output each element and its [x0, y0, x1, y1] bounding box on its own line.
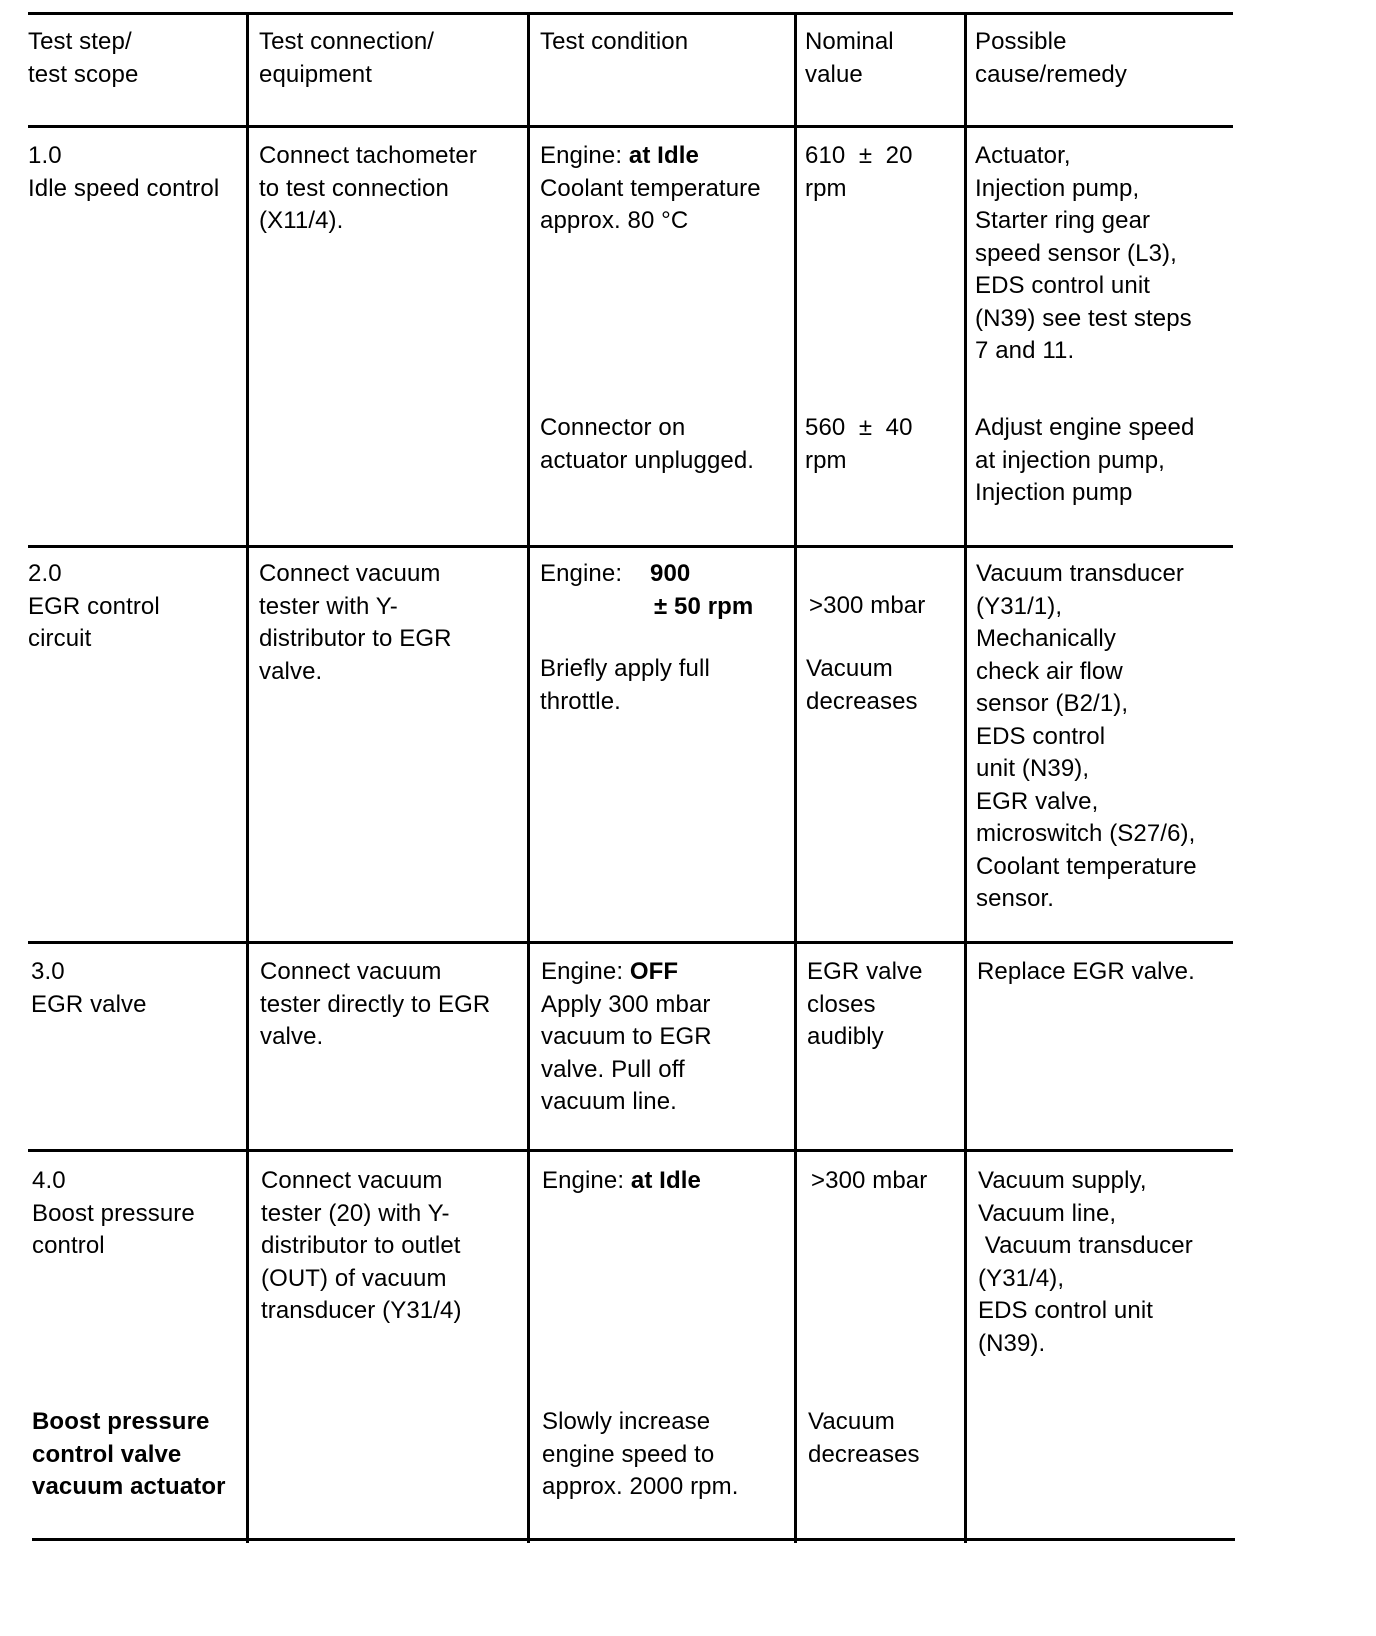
row4-step-b: Boost pressure control valve vacuum actuator	[32, 1408, 226, 1500]
row1-condition-a: Engine: at Idle Coolant temperature approx. 80 °C	[540, 142, 761, 234]
row4-condition-a: Engine: at Idle	[542, 1167, 701, 1194]
row2-condition-a: Engine: 900 ± 50 rpm	[540, 560, 754, 620]
row2-condition-b: Briefly apply full throttle.	[540, 655, 710, 715]
row1-nominal-b: 560 ± 40 rpm	[805, 414, 913, 474]
row3-nominal: EGR valve closes audibly	[807, 958, 923, 1050]
row4-connection: Connect vacuum tester (20) with Y- distributor to outlet (OUT) of vacuum transducer (Y31/4)	[261, 1167, 462, 1324]
row1-nominal-a: 610 ± 20 rpm	[805, 142, 913, 202]
row4-cause: Vacuum supply, Vacuum line, Vacuum transducer (Y31/4), EDS control unit (N39).	[978, 1167, 1193, 1357]
row1-condition-b: Connector on actuator unplugged.	[540, 414, 755, 474]
row2-nominal-b: Vacuum decreases	[806, 655, 918, 715]
column-divider-4	[964, 12, 967, 1543]
row2-cause: Vacuum transducer (Y31/1), Mechanically check air flow sensor (B2/1), EDS control unit (N39), EGR valve, microswitch (S27/6), Coolant temperature sensor.	[976, 560, 1197, 912]
header-test-connection: Test connection/ equipment	[259, 28, 435, 88]
header-possible-cause: Possible cause/remedy	[975, 28, 1127, 88]
row1-cause-b: Adjust engine speed at injection pump, Injection pump	[975, 414, 1195, 506]
header-test-condition: Test condition	[540, 28, 689, 55]
row2-nominal-a: >300 mbar	[809, 592, 926, 619]
column-divider-3	[794, 12, 797, 1543]
header-nominal-value: Nominal value	[805, 28, 894, 88]
row4-step: 4.0 Boost pressure control	[32, 1167, 195, 1259]
row1-bottom-rule	[28, 545, 1233, 548]
row1-step: 1.0 Idle speed control	[28, 142, 220, 202]
table-bottom-rule	[32, 1538, 1235, 1541]
row3-step: 3.0 EGR valve	[31, 958, 147, 1018]
header-test-step: Test step/ test scope	[28, 28, 139, 88]
row4-nominal-a: >300 mbar	[811, 1167, 928, 1194]
row2-step: 2.0 EGR control circuit	[28, 560, 160, 652]
column-divider-2	[527, 12, 530, 1543]
row2-bottom-rule	[28, 941, 1233, 944]
row3-cause: Replace EGR valve.	[977, 958, 1195, 985]
row3-bottom-rule	[28, 1149, 1233, 1152]
row1-cause-a: Actuator, Injection pump, Starter ring gear speed sensor (L3), EDS control unit (N39) see test steps 7 and 11.	[975, 142, 1192, 364]
row1-connection: Connect tachometer to test connection (X11/4).	[259, 142, 477, 234]
table-top-rule	[28, 12, 1233, 15]
header-bottom-rule	[28, 125, 1233, 128]
column-divider-1	[246, 12, 249, 1543]
row4-nominal-b: Vacuum decreases	[808, 1408, 920, 1468]
row3-connection: Connect vacuum tester directly to EGR valve.	[260, 958, 491, 1050]
row4-condition-b: Slowly increase engine speed to approx. 2000 rpm.	[542, 1408, 739, 1500]
row3-condition: Engine: OFF Apply 300 mbar vacuum to EGR valve. Pull off vacuum line.	[541, 958, 712, 1115]
row2-connection: Connect vacuum tester with Y- distributor to EGR valve.	[259, 560, 452, 685]
